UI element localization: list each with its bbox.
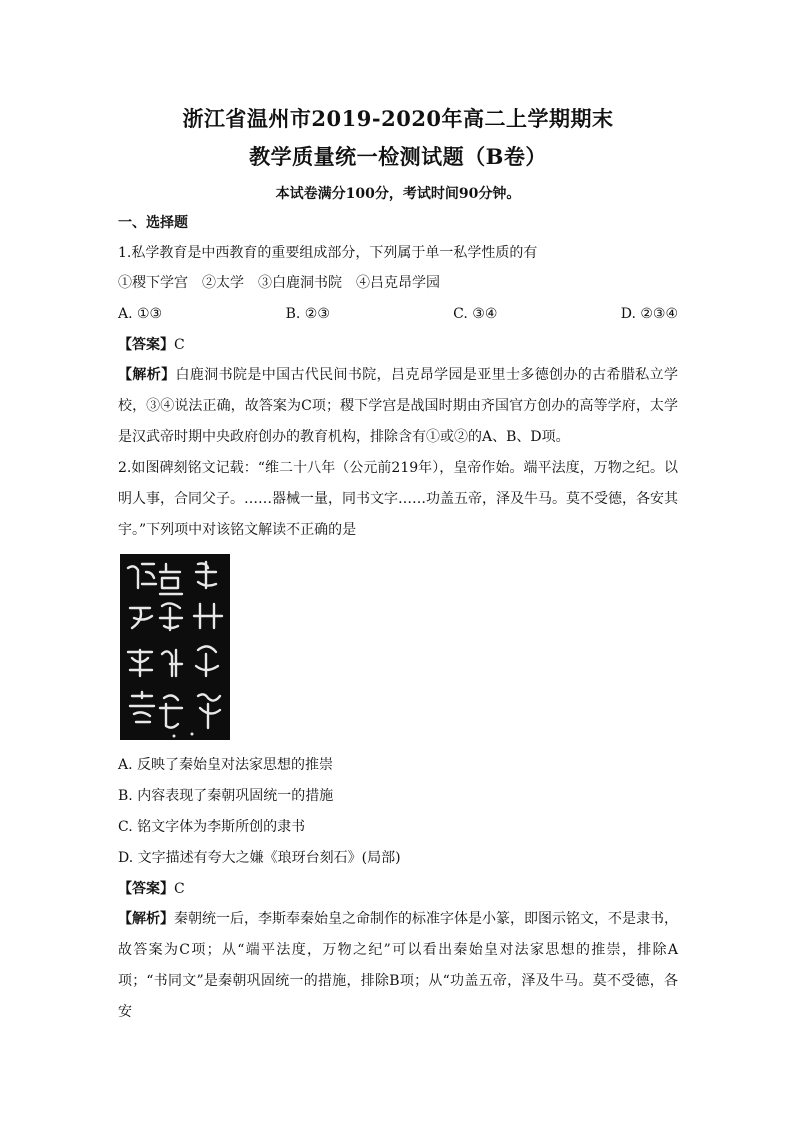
q2-answer-label: 【答案】 bbox=[118, 881, 174, 897]
q1-options bbox=[118, 298, 678, 330]
q1-items: ①稷下学宫 ②太学 ③白鹿洞书院 ④吕克昂学园 bbox=[118, 275, 440, 291]
q2-option-a: A. 反映了秦始皇对法家思想的推崇 bbox=[118, 757, 334, 773]
q1-answer bbox=[118, 330, 678, 360]
question-2 bbox=[118, 453, 678, 1028]
document-title-line1: 浙江省温州市2019-2020年高二上学期期末 bbox=[182, 106, 614, 131]
q1-analysis-text: 白鹿洞书院是中国古代民间书院，吕克昂学园是亚里士多德创办的古希腊私立学校，③④说法正确，故答案为C项；稷下学宫是战国时期由齐国官方创办的高等学府，太学是汉武帝时期中央政府创办的教育机构，排除含有①或②的A、B、D项。 bbox=[118, 367, 679, 445]
q2-analysis-label: 【解析】 bbox=[118, 911, 174, 927]
q1-analysis-label: 【解析】 bbox=[118, 367, 176, 383]
q1-option-a: A. ①③ bbox=[118, 306, 163, 322]
q2-option-b: B. 内容表现了秦朝巩固统一的措施 bbox=[118, 788, 334, 804]
q1-option-c: C. ③④ bbox=[453, 306, 498, 322]
question-1 bbox=[118, 238, 678, 453]
document-page bbox=[118, 100, 678, 1028]
inscription-rubbing-image bbox=[120, 554, 230, 740]
q1-answer-label: 【答案】 bbox=[118, 337, 174, 353]
q2-answer bbox=[118, 874, 678, 904]
q2-analysis bbox=[118, 904, 678, 1028]
document-title-line2: 教学质量统一检测试题（B卷） bbox=[249, 144, 547, 169]
q1-stem: 1.私学教育是中西教育的重要组成部分，下列属于单一私学性质的有 bbox=[118, 245, 538, 261]
q1-option-b: B. ②③ bbox=[285, 306, 330, 322]
q1-option-d: D. ②③④ bbox=[620, 306, 679, 322]
q2-option-c: C. 铭文字体为李斯所创的隶书 bbox=[118, 819, 306, 835]
q1-answer-value: C bbox=[174, 337, 185, 353]
q2-analysis-text: 秦朝统一后，李斯奉秦始皇之命制作的标准字体是小篆，即图示铭文，不是隶书，故答案为C项；从“端平法度，万物之纪”可以看出秦始皇对法家思想的推崇，排除A项；“书同文”是秦朝巩固统一的措施，排除B项；从“功盖五帝，泽及牛马。莫不受德，各安 bbox=[118, 911, 678, 1020]
q1-analysis bbox=[118, 360, 678, 453]
section-heading: 一、选择题 bbox=[118, 215, 188, 231]
q2-answer-value: C bbox=[174, 881, 185, 897]
exam-note: 本试卷满分100分，考试时间90分钟。 bbox=[275, 186, 521, 202]
q2-stem: 2.如图碑刻铭文记载：“维二十八年（公元前219年），皇帝作始。端平法度，万物之纪。以明人事，合同父子。……器械一量，同书文字……功盖五帝，泽及牛马。莫不受德，各安其宇。”下列项中对该铭文解读不正确的是 bbox=[118, 460, 678, 538]
q2-option-d: D. 文字描述有夸大之嫌《琅玡台刻石》(局部) bbox=[118, 850, 401, 866]
